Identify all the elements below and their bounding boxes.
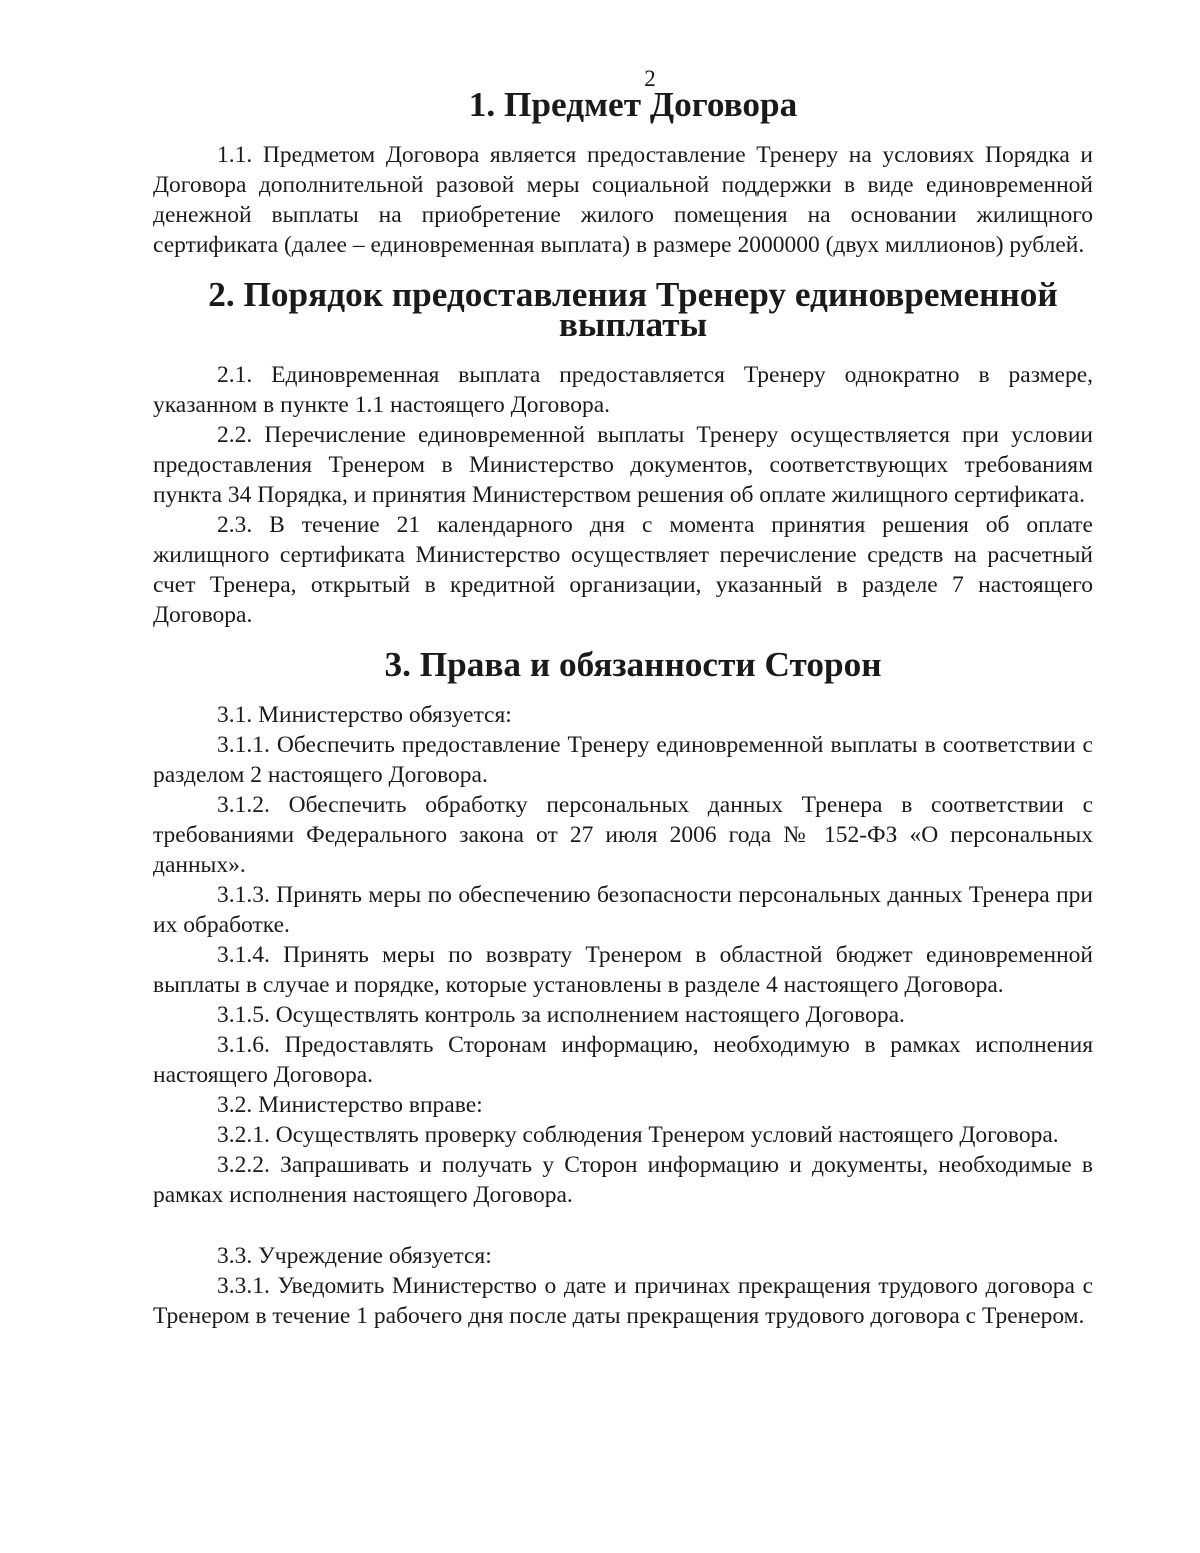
paragraph-1-1: 1.1. Предметом Договора является предоставление Тренеру на условиях Порядка и Договора дополнительной разовой меры социальной поддержки в виде единовременной денежной выплаты на приобретение жилого помещения на основании жилищного сертификата (далее – единовременная выплата) в размере 2000000 (двух миллионов) рублей.	[153, 142, 1093, 258]
paragraph-3-3: 3.3. Учреждение обязуется:	[217, 1243, 492, 1269]
paragraph-3-2-1: 3.2.1. Осуществлять проверку соблюдения Тренером условий настоящего Договора.	[217, 1122, 1059, 1148]
paragraph-3-2: 3.2. Министерство вправе:	[217, 1092, 483, 1118]
paragraph-3-1-5: 3.1.5. Осуществлять контроль за исполнением настоящего Договора.	[217, 1002, 905, 1028]
paragraph-3-1: 3.1. Министерство обязуется:	[217, 702, 512, 728]
paragraph-3-3-1: 3.3.1. Уведомить Министерство о дате и причинах прекращения трудового договора с Тренером в течение 1 рабочего дня после даты прекращения трудового договора с Тренером.	[153, 1273, 1093, 1329]
document-body	[153, 85, 1093, 1331]
paragraph-2-1: 2.1. Единовременная выплата предоставляется Тренеру однократно в размере, указанном в пункте 1.1 настоящего Договора.	[153, 362, 1093, 418]
paragraph-3-2-2: 3.2.2. Запрашивать и получать у Сторон информацию и документы, необходимые в рамках исполнения настоящего Договора.	[153, 1152, 1093, 1208]
section-heading-3: 3. Права и обязанности Сторон	[384, 645, 882, 684]
paragraph-2-3: 2.3. В течение 21 календарного дня с момента принятия решения об оплате жилищного сертификата Министерство осуществляет перечисление средств на расчетный счет Тренера, открытый в кредитной организации, указанный в разделе 7 настоящего Договора.	[153, 512, 1093, 628]
paragraph-2-2: 2.2. Перечисление единовременной выплаты Тренеру осуществляется при условии предоставления Тренером в Министерство документов, соответствующих требованиям пункта 34 Порядка, и принятия Министерством решения об оплате жилищного сертификата.	[153, 422, 1093, 508]
section-heading-1: 1. Предмет Договора	[468, 85, 798, 124]
paragraph-3-1-2: 3.1.2. Обеспечить обработку персональных данных Тренера в соответствии с требованиями Федерального закона от 27 июля 2006 года № 152-ФЗ «О персональных данных».	[153, 792, 1093, 878]
paragraph-3-1-6: 3.1.6. Предоставлять Сторонам информацию, необходимую в рамках исполнения настоящего Договора.	[153, 1032, 1093, 1088]
section-heading-2: 2. Порядок предоставления Тренеру единовременной выплаты	[208, 275, 1058, 344]
paragraph-3-1-4: 3.1.4. Принять меры по возврату Тренером в областной бюджет единовременной выплаты в случае и порядке, которые установлены в разделе 4 настоящего Договора.	[153, 942, 1093, 998]
page-number: 2	[644, 66, 656, 91]
paragraph-3-1-1: 3.1.1. Обеспечить предоставление Тренеру единовременной выплаты в соответствии с разделом 2 настоящего Договора.	[153, 732, 1093, 788]
paragraph-3-1-3: 3.1.3. Принять меры по обеспечению безопасности персональных данных Тренера при их обработке.	[153, 882, 1093, 938]
